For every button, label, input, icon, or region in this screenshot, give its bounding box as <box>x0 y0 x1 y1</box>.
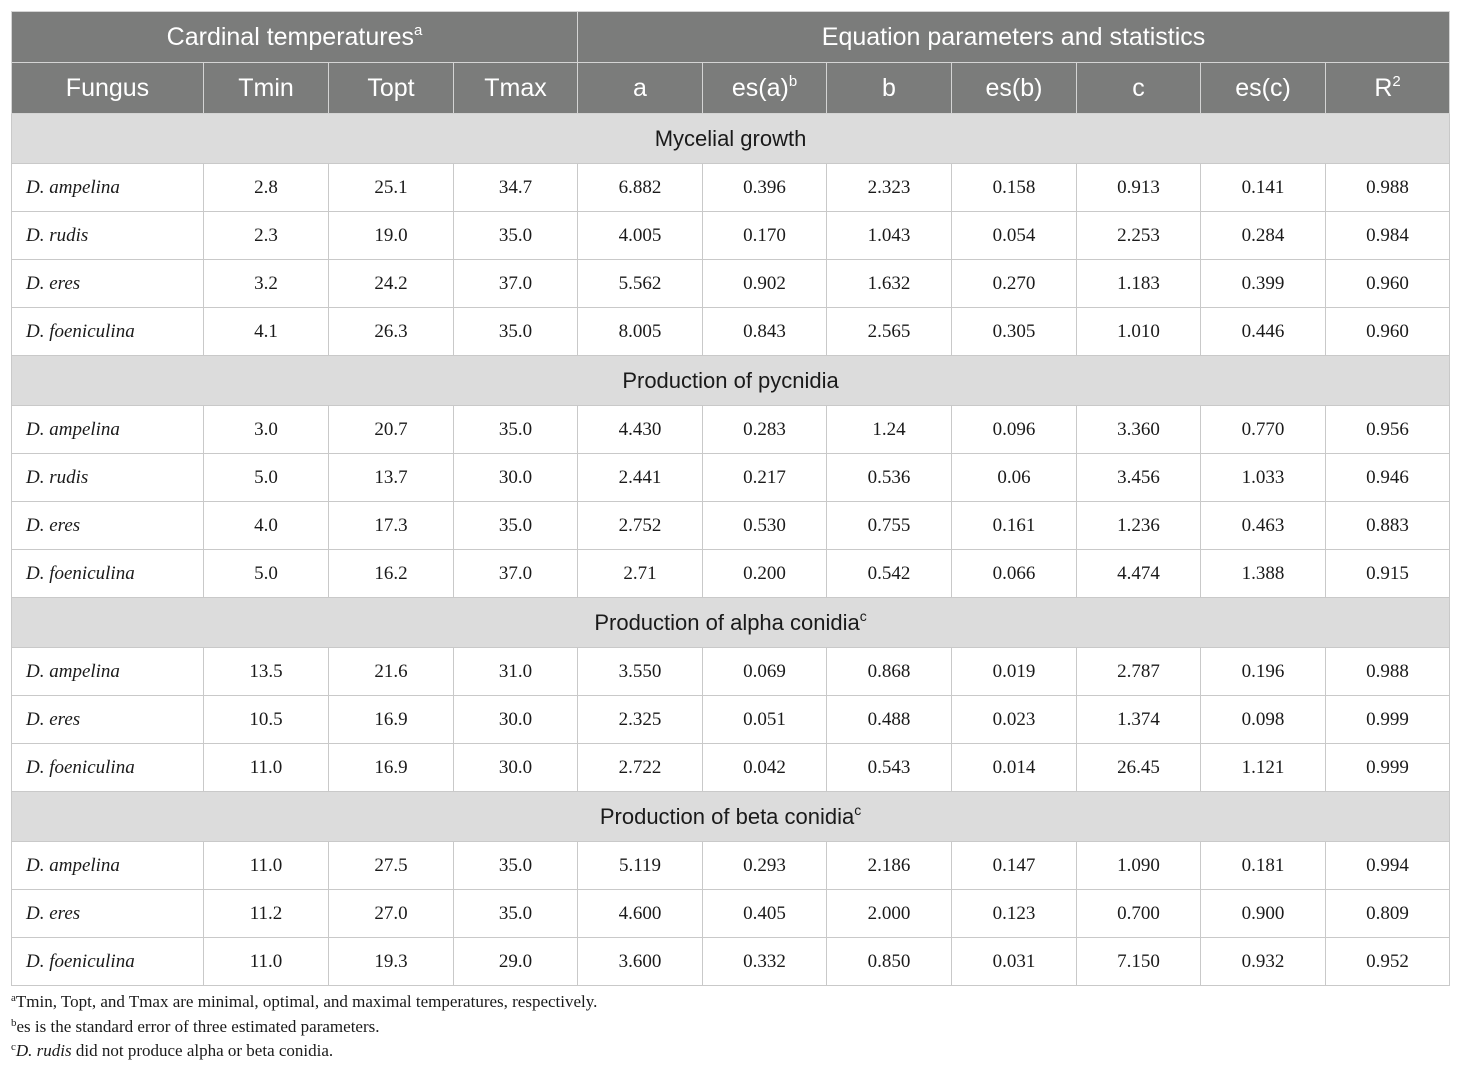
cell-esa: 0.293 <box>703 842 827 890</box>
cell-fungus: D. ampelina <box>12 164 204 212</box>
cell-esb: 0.019 <box>952 648 1077 696</box>
cell-b: 2.565 <box>827 308 952 356</box>
cell-esb: 0.147 <box>952 842 1077 890</box>
col-header-a: a <box>578 63 703 114</box>
col-header-esb: es(b) <box>952 63 1077 114</box>
cell-b: 2.000 <box>827 890 952 938</box>
cell-tmax: 35.0 <box>454 890 578 938</box>
cell-a: 4.005 <box>578 212 703 260</box>
cell-tmax: 34.7 <box>454 164 578 212</box>
cell-esb: 0.06 <box>952 454 1077 502</box>
table-row <box>12 260 1450 308</box>
cell-topt: 21.6 <box>329 648 454 696</box>
cell-r2: 0.883 <box>1326 502 1450 550</box>
cell-b: 0.543 <box>827 744 952 792</box>
cell-topt: 19.0 <box>329 212 454 260</box>
cell-esc: 0.446 <box>1201 308 1326 356</box>
cell-esc: 0.098 <box>1201 696 1326 744</box>
cell-a: 5.562 <box>578 260 703 308</box>
cell-r2: 0.960 <box>1326 260 1450 308</box>
cell-tmax: 30.0 <box>454 454 578 502</box>
cell-topt: 16.2 <box>329 550 454 598</box>
cell-esc: 0.141 <box>1201 164 1326 212</box>
cell-topt: 25.1 <box>329 164 454 212</box>
cell-fungus: D. ampelina <box>12 648 204 696</box>
table-container <box>11 11 1449 986</box>
table-row <box>12 502 1450 550</box>
table-row <box>12 744 1450 792</box>
cell-b: 0.542 <box>827 550 952 598</box>
cell-esa: 0.530 <box>703 502 827 550</box>
col-header-topt: Topt <box>329 63 454 114</box>
cell-a: 8.005 <box>578 308 703 356</box>
cell-c: 1.183 <box>1077 260 1201 308</box>
cell-r2: 0.952 <box>1326 938 1450 986</box>
footnote: $^a$Tmin, Topt, and Tmax are minimal, optimal, and maximal temperatures, respectively. <box>11 992 598 1011</box>
cell-fungus: D. eres <box>12 260 204 308</box>
cell-esb: 0.031 <box>952 938 1077 986</box>
cell-r2: 0.946 <box>1326 454 1450 502</box>
cell-c: 1.010 <box>1077 308 1201 356</box>
cell-tmax: 31.0 <box>454 648 578 696</box>
col-header-b: b <box>827 63 952 114</box>
table-row <box>12 406 1450 454</box>
cell-tmax: 35.0 <box>454 842 578 890</box>
cell-topt: 20.7 <box>329 406 454 454</box>
cell-tmax: 35.0 <box>454 406 578 454</box>
cell-b: 1.043 <box>827 212 952 260</box>
cell-fungus: D. foeniculina <box>12 744 204 792</box>
cell-topt: 16.9 <box>329 696 454 744</box>
cell-esb: 0.305 <box>952 308 1077 356</box>
cell-tmin: 10.5 <box>204 696 329 744</box>
cell-a: 2.752 <box>578 502 703 550</box>
cell-tmin: 11.0 <box>204 938 329 986</box>
cell-topt: 27.5 <box>329 842 454 890</box>
cell-a: 5.119 <box>578 842 703 890</box>
table-row <box>12 308 1450 356</box>
cell-r2: 0.988 <box>1326 164 1450 212</box>
header-equation-parameters: Equation parameters and statistics <box>578 12 1450 63</box>
cell-tmin: 3.0 <box>204 406 329 454</box>
cell-esa: 0.069 <box>703 648 827 696</box>
cell-b: 0.850 <box>827 938 952 986</box>
cell-tmax: 35.0 <box>454 308 578 356</box>
cell-fungus: D. ampelina <box>12 842 204 890</box>
cell-tmin: 2.3 <box>204 212 329 260</box>
cell-esc: 1.033 <box>1201 454 1326 502</box>
cell-a: 3.550 <box>578 648 703 696</box>
table-row <box>12 696 1450 744</box>
cell-tmax: 37.0 <box>454 550 578 598</box>
section-header-row <box>12 598 1450 648</box>
cell-esc: 1.388 <box>1201 550 1326 598</box>
section-title: Production of pycnidia <box>12 356 1450 406</box>
cell-esb: 0.123 <box>952 890 1077 938</box>
cell-b: 1.24 <box>827 406 952 454</box>
cell-esc: 1.121 <box>1201 744 1326 792</box>
cell-esa: 0.170 <box>703 212 827 260</box>
cell-esb: 0.161 <box>952 502 1077 550</box>
cell-r2: 0.956 <box>1326 406 1450 454</box>
cell-esc: 0.284 <box>1201 212 1326 260</box>
cell-c: 1.374 <box>1077 696 1201 744</box>
cell-r2: 0.915 <box>1326 550 1450 598</box>
cell-a: 2.325 <box>578 696 703 744</box>
cell-esa: 0.051 <box>703 696 827 744</box>
cell-fungus: D. rudis <box>12 212 204 260</box>
cell-tmin: 3.2 <box>204 260 329 308</box>
cell-r2: 0.994 <box>1326 842 1450 890</box>
cell-c: 0.700 <box>1077 890 1201 938</box>
section-title: Mycelial growth <box>12 114 1450 164</box>
cell-esc: 0.399 <box>1201 260 1326 308</box>
cell-a: 4.430 <box>578 406 703 454</box>
cell-esb: 0.014 <box>952 744 1077 792</box>
cell-c: 2.253 <box>1077 212 1201 260</box>
cell-esc: 0.463 <box>1201 502 1326 550</box>
cell-r2: 0.999 <box>1326 744 1450 792</box>
cell-r2: 0.809 <box>1326 890 1450 938</box>
section-header-row <box>12 114 1450 164</box>
col-header-fungus: Fungus <box>12 63 204 114</box>
cell-esa: 0.332 <box>703 938 827 986</box>
cell-esa: 0.843 <box>703 308 827 356</box>
cell-r2: 0.984 <box>1326 212 1450 260</box>
cell-esa: 0.902 <box>703 260 827 308</box>
cell-fungus: D. foeniculina <box>12 550 204 598</box>
cell-esc: 0.770 <box>1201 406 1326 454</box>
cell-r2: 0.960 <box>1326 308 1450 356</box>
cell-fungus: D. ampelina <box>12 406 204 454</box>
cell-c: 7.150 <box>1077 938 1201 986</box>
cell-esb: 0.158 <box>952 164 1077 212</box>
cell-esc: 0.196 <box>1201 648 1326 696</box>
cell-tmin: 11.0 <box>204 842 329 890</box>
cell-a: 4.600 <box>578 890 703 938</box>
cell-esb: 0.054 <box>952 212 1077 260</box>
header-group-row <box>12 12 1450 63</box>
cell-fungus: D. foeniculina <box>12 308 204 356</box>
table-row <box>12 212 1450 260</box>
cell-esb: 0.023 <box>952 696 1077 744</box>
col-header-tmin: Tmin <box>204 63 329 114</box>
cell-tmax: 29.0 <box>454 938 578 986</box>
footnote: $^b$es is the standard error of three estimated parameters. <box>11 1016 380 1036</box>
cell-tmin: 11.2 <box>204 890 329 938</box>
cell-esa: 0.405 <box>703 890 827 938</box>
cell-a: 2.722 <box>578 744 703 792</box>
cell-r2: 0.988 <box>1326 648 1450 696</box>
cell-fungus: D. eres <box>12 502 204 550</box>
cell-c: 0.913 <box>1077 164 1201 212</box>
col-header-tmax: Tmax <box>454 63 578 114</box>
data-table <box>11 11 1450 986</box>
cell-esa: 0.396 <box>703 164 827 212</box>
cell-esc: 0.932 <box>1201 938 1326 986</box>
footnote: $^c$D. rudis did not produce alpha or beta conidia. <box>11 1041 334 1060</box>
cell-tmax: 30.0 <box>454 744 578 792</box>
cell-c: 3.456 <box>1077 454 1201 502</box>
cell-topt: 24.2 <box>329 260 454 308</box>
cell-b: 0.536 <box>827 454 952 502</box>
cell-tmin: 11.0 <box>204 744 329 792</box>
header-column-row <box>12 63 1450 114</box>
cell-tmin: 5.0 <box>204 550 329 598</box>
cell-tmin: 13.5 <box>204 648 329 696</box>
cell-topt: 13.7 <box>329 454 454 502</box>
table-row <box>12 890 1450 938</box>
cell-esb: 0.270 <box>952 260 1077 308</box>
cell-a: 2.71 <box>578 550 703 598</box>
footnotes <box>11 990 597 1064</box>
cell-tmax: 35.0 <box>454 212 578 260</box>
cell-b: 0.868 <box>827 648 952 696</box>
cell-tmin: 4.0 <box>204 502 329 550</box>
table-body <box>12 114 1450 986</box>
section-header-row <box>12 792 1450 842</box>
cell-topt: 19.3 <box>329 938 454 986</box>
cell-b: 1.632 <box>827 260 952 308</box>
cell-c: 3.360 <box>1077 406 1201 454</box>
table-row <box>12 648 1450 696</box>
cell-tmax: 35.0 <box>454 502 578 550</box>
cell-fungus: D. eres <box>12 696 204 744</box>
table-row <box>12 454 1450 502</box>
cell-r2: 0.999 <box>1326 696 1450 744</box>
section-title: Production of beta conidia$^c$ <box>12 792 1450 842</box>
cell-c: 26.45 <box>1077 744 1201 792</box>
cell-a: 2.441 <box>578 454 703 502</box>
cell-tmin: 4.1 <box>204 308 329 356</box>
cell-esc: 0.181 <box>1201 842 1326 890</box>
cell-a: 6.882 <box>578 164 703 212</box>
cell-tmin: 5.0 <box>204 454 329 502</box>
col-header-esc: es(c) <box>1201 63 1326 114</box>
cell-topt: 27.0 <box>329 890 454 938</box>
cell-c: 2.787 <box>1077 648 1201 696</box>
cell-topt: 16.9 <box>329 744 454 792</box>
cell-tmin: 2.8 <box>204 164 329 212</box>
cell-c: 1.236 <box>1077 502 1201 550</box>
cell-topt: 26.3 <box>329 308 454 356</box>
col-header-esa: $es(a)^b$ <box>703 63 827 114</box>
cell-b: 2.186 <box>827 842 952 890</box>
cell-tmax: 30.0 <box>454 696 578 744</box>
header-cardinal-temperatures: Cardinal temperatures$^a$ <box>12 12 578 63</box>
cell-b: 2.323 <box>827 164 952 212</box>
cell-esa: 0.217 <box>703 454 827 502</box>
cell-c: 1.090 <box>1077 842 1201 890</box>
col-header-r2: $R^2$ <box>1326 63 1450 114</box>
cell-fungus: D. foeniculina <box>12 938 204 986</box>
cell-esa: 0.042 <box>703 744 827 792</box>
cell-fungus: D. rudis <box>12 454 204 502</box>
cell-esb: 0.066 <box>952 550 1077 598</box>
cell-b: 0.755 <box>827 502 952 550</box>
section-title: Production of alpha conidia$^c$ <box>12 598 1450 648</box>
section-header-row <box>12 356 1450 406</box>
cell-a: 3.600 <box>578 938 703 986</box>
table-row <box>12 842 1450 890</box>
cell-esb: 0.096 <box>952 406 1077 454</box>
cell-topt: 17.3 <box>329 502 454 550</box>
cell-b: 0.488 <box>827 696 952 744</box>
cell-esa: 0.283 <box>703 406 827 454</box>
cell-fungus: D. eres <box>12 890 204 938</box>
cell-c: 4.474 <box>1077 550 1201 598</box>
table-row <box>12 550 1450 598</box>
cell-tmax: 37.0 <box>454 260 578 308</box>
cell-esa: 0.200 <box>703 550 827 598</box>
table-row <box>12 164 1450 212</box>
table-row <box>12 938 1450 986</box>
col-header-c: c <box>1077 63 1201 114</box>
cell-esc: 0.900 <box>1201 890 1326 938</box>
